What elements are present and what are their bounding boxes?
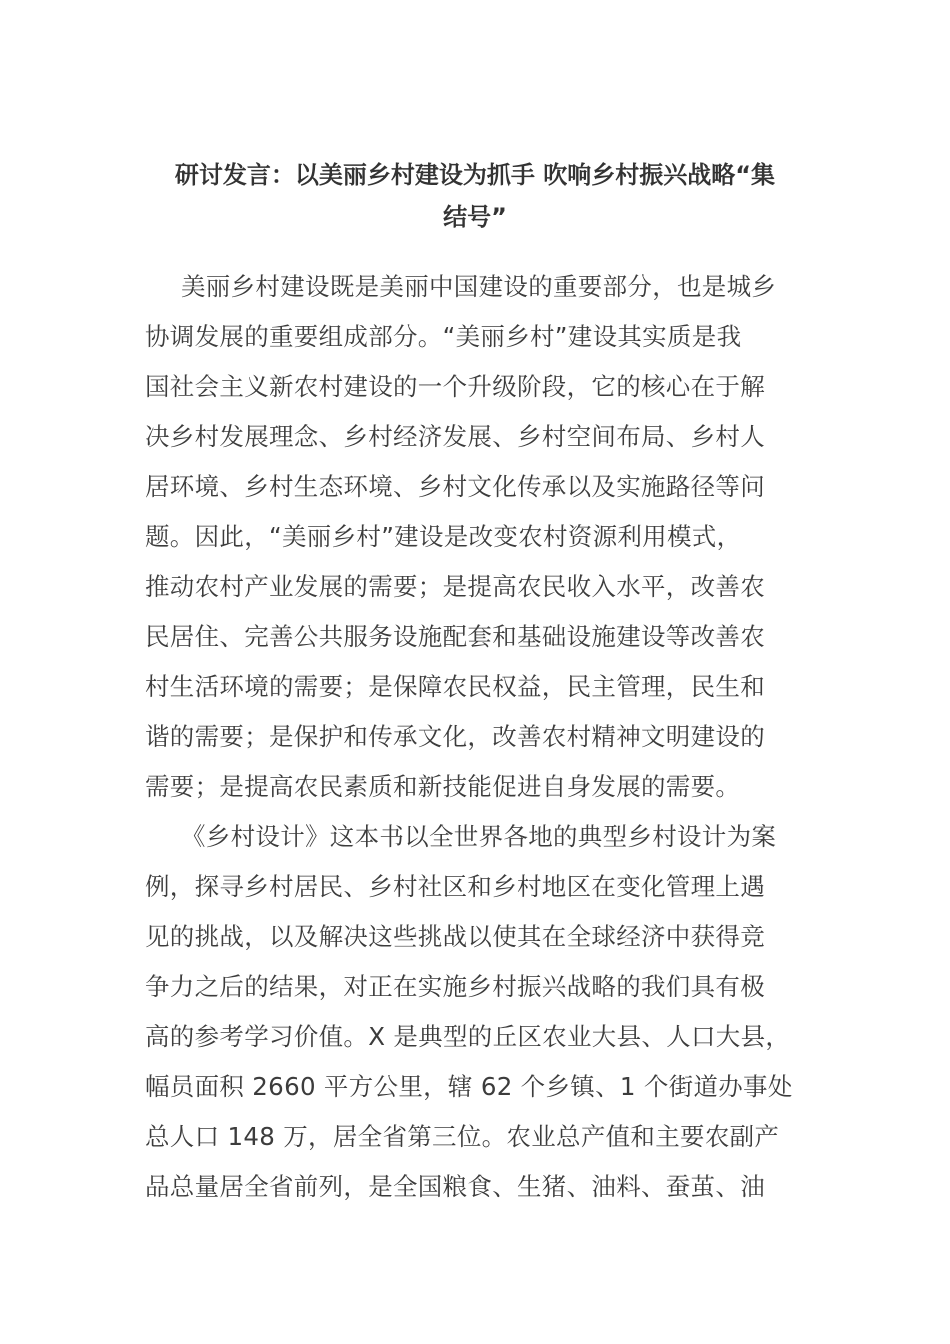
- text-line: 推动农村产业发展的需要；是提高农民收入水平，改善农: [145, 572, 765, 601]
- text-line: 村生活环境的需要；是保障农民权益，民主管理，民生和: [145, 672, 765, 701]
- text-line: 高的参考学习价值。X 是典型的丘区农业大县、人口大县，: [145, 1022, 791, 1051]
- document-body: [145, 262, 813, 1212]
- document-title: [145, 154, 805, 238]
- text-line: 民居住、完善公共服务设施配套和基础设施建设等改善农: [145, 622, 765, 651]
- text-line: 需要；是提高农民素质和新技能促进自身发展的需要。: [145, 772, 741, 801]
- title-line: 研讨发言：以美丽乡村建设为抓手 吹响乡村振兴战略“集: [174, 161, 776, 189]
- text-line: 幅员面积 2660 平方公里，辖 62 个乡镇、1 个街道办事处: [145, 1072, 793, 1101]
- text-line: 国社会主义新农村建设的一个升级阶段，它的核心在于解: [145, 372, 765, 401]
- text-line: 题。因此，“美丽乡村”建设是改变农村资源利用模式，: [145, 522, 742, 551]
- text-line: 决乡村发展理念、乡村经济发展、乡村空间布局、乡村人: [145, 422, 765, 451]
- text-line: 总人口 148 万，居全省第三位。农业总产值和主要农副产: [145, 1122, 780, 1151]
- text-line: 谐的需要；是保护和传承文化，改善农村精神文明建设的: [145, 722, 765, 751]
- text-line: 协调发展的重要组成部分。“美丽乡村”建设其实质是我: [145, 322, 742, 351]
- title-line: 结号”: [443, 203, 507, 231]
- text-line: 美丽乡村建设既是美丽中国建设的重要部分，也是城乡: [181, 272, 777, 301]
- text-line: 争力之后的结果，对正在实施乡村振兴战略的我们具有极: [145, 972, 765, 1001]
- text-line: 居环境、乡村生态环境、乡村文化传承以及实施路径等问: [145, 472, 765, 501]
- text-line: 品总量居全省前列，是全国粮食、生猪、油料、蚕茧、油: [145, 1172, 765, 1201]
- text-line: 见的挑战，以及解决这些挑战以使其在全球经济中获得竞: [145, 922, 765, 951]
- text-line: 例，探寻乡村居民、乡村社区和乡村地区在变化管理上遇: [145, 872, 765, 901]
- paragraph: [145, 812, 813, 1212]
- paragraph: [145, 262, 813, 812]
- text-line: 《乡村设计》这本书以全世界各地的典型乡村设计为案: [181, 822, 777, 851]
